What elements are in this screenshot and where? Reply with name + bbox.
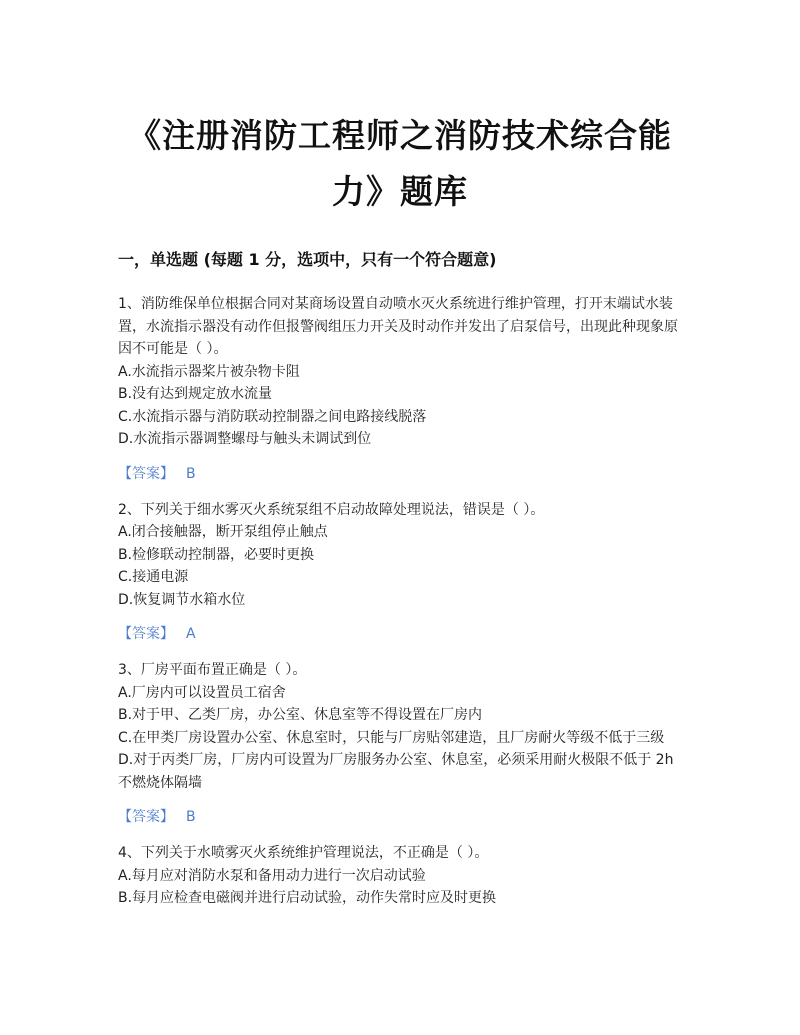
option-b: B.对于甲、乙类厂房，办公室、休息室等不得设置在厂房内 [118, 707, 483, 723]
option-c: C.接通电源 [118, 569, 189, 585]
answer-label: 【答案】 [118, 626, 174, 642]
title-line-1: 《注册消防工程师之消防技术综合能 [128, 116, 672, 155]
option-b: B.每月应检查电磁阀并进行启动试验，动作失常时应及时更换 [118, 890, 497, 906]
question-stem: 2、下列关于细水雾灭火系统泵组不启动故障处理说法，错误是（ ）。 [118, 501, 545, 518]
question-stem: 1、消防维保单位根据合同对某商场设置自动喷水灭火系统进行维护管理，打开末端试水装置，水流指示器没有动作但报警阀组压力开关及时动作并发出了启泵信号，出现此种现象原因不可能是（ ）。 [118, 296, 678, 357]
answer-row [118, 463, 688, 485]
question-stem: 3、厂房平面布置正确是（ ）。 [118, 662, 307, 678]
answer-row [118, 623, 688, 645]
answer-label: 【答案】 [118, 809, 174, 825]
document-title [100, 108, 700, 220]
answer-row [118, 806, 688, 828]
option-b: B.检修联动控制器，必要时更换 [118, 546, 315, 563]
option-b: B.没有达到规定放水流量 [118, 386, 273, 402]
answer-value: B [186, 809, 196, 825]
option-a: A.厂房内可以设置员工宿舍 [118, 684, 286, 701]
question-stem: 4、下列关于水喷雾灭火系统维护管理说法，不正确是（ ）。 [118, 845, 489, 861]
title-line-2: 力》题库 [332, 172, 468, 211]
option-d: D.水流指示器调整螺母与触头未调试到位 [118, 431, 372, 447]
section-heading: 一，单选题 (每题 1 分，选项中，只有一个符合题意) [118, 250, 497, 269]
option-a: A.水流指示器桨片被杂物卡阻 [118, 363, 300, 380]
option-a: A.每月应对消防水泵和备用动力进行一次启动试验 [118, 867, 426, 884]
option-d: D.对于丙类厂房，厂房内可设置为厂房服务办公室、休息室，必须采用耐火极限不低于 2h 不燃烧体隔墙 [118, 752, 674, 791]
answer-label: 【答案】 [118, 465, 174, 482]
option-d: D.恢复调节水箱水位 [118, 591, 246, 608]
option-c: C.在甲类厂房设置办公室、休息室时，只能与厂房贴邻建造，且厂房耐火等级不低于三级 [118, 729, 665, 746]
option-c: C.水流指示器与消防联动控制器之间电路接线脱落 [118, 408, 427, 425]
question-list [118, 293, 688, 910]
option-a: A.闭合接触器，断开泵组停止触点 [118, 524, 328, 540]
question-4 [118, 842, 688, 910]
answer-value: B [186, 465, 196, 482]
question-3 [118, 659, 688, 828]
question-1 [118, 293, 688, 485]
question-2 [118, 499, 688, 646]
answer-value: A [186, 626, 196, 642]
